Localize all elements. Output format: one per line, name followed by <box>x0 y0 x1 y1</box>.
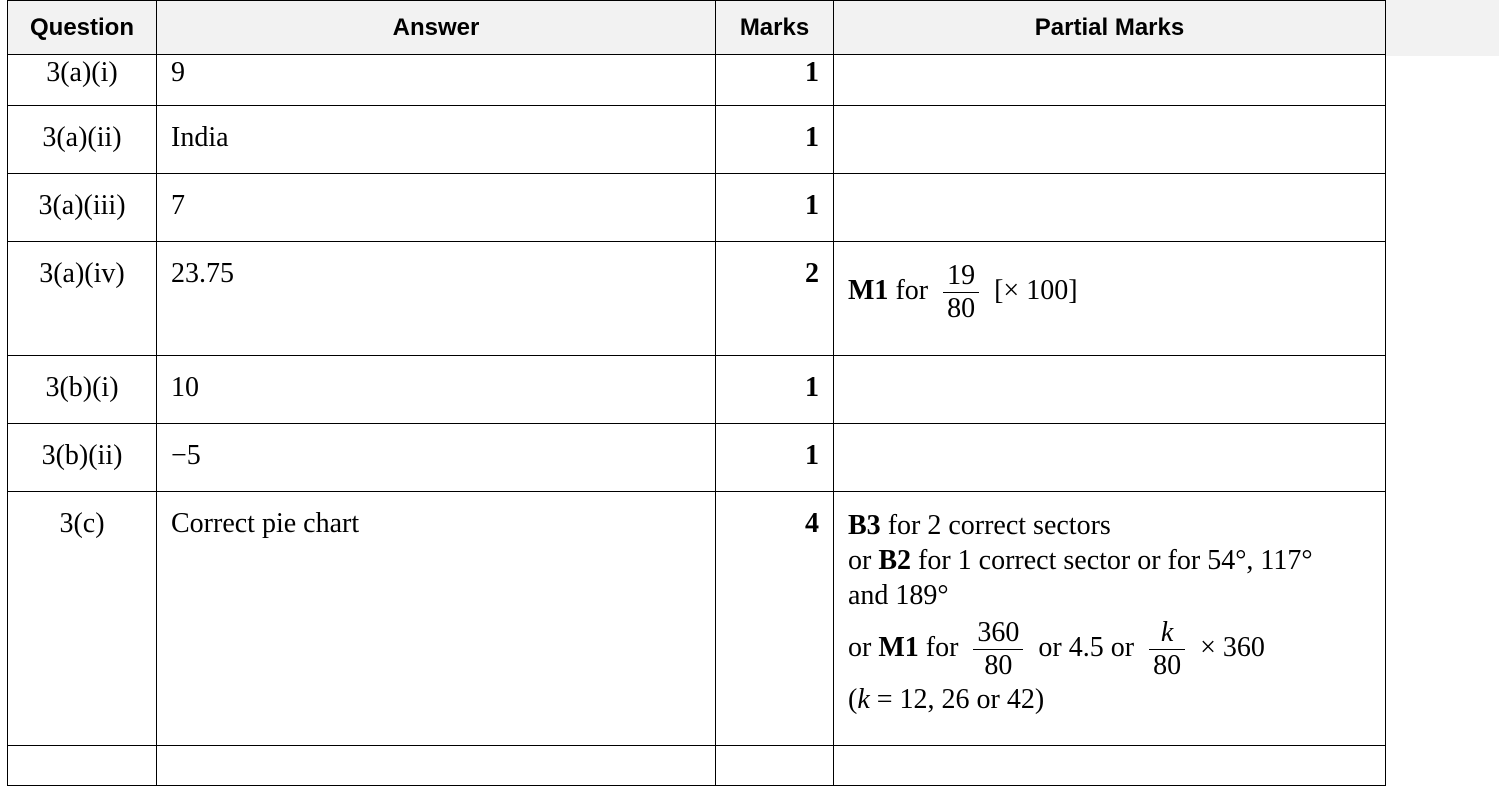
partial-line <box>848 543 1385 578</box>
fraction-numerator: 19 <box>943 260 979 293</box>
fraction-numerator: 360 <box>973 617 1023 650</box>
partial-text: or <box>848 631 872 663</box>
answer-cell: Correct pie chart <box>157 492 716 746</box>
marks-cell: 1 <box>716 174 834 242</box>
marks-cell: 1 <box>716 106 834 174</box>
partial-marks-cell <box>834 746 1386 786</box>
fraction-denominator: 80 <box>947 293 976 324</box>
fraction-denominator: 80 <box>1153 650 1182 681</box>
partial-marks-cell <box>834 242 1386 356</box>
question-cell: 3(b)(i) <box>8 356 157 424</box>
marks-cell: 1 <box>716 424 834 492</box>
question-cell: 3(b)(ii) <box>8 424 157 492</box>
answer-cell: −5 <box>157 424 716 492</box>
answer-cell: 9 <box>157 55 716 106</box>
partial-text: for <box>925 631 959 663</box>
partial-marks-cell <box>834 356 1386 424</box>
partial-marks-cell <box>834 492 1386 746</box>
marks-cell: 1 <box>716 55 834 106</box>
partial-text: = 12, 26 or 42) <box>869 684 1045 715</box>
table-row <box>8 424 1386 492</box>
partial-text: ( <box>848 684 858 715</box>
question-cell <box>8 746 157 786</box>
question-cell: 3(c) <box>8 492 157 746</box>
answer-cell: India <box>157 106 716 174</box>
partial-text: or <box>848 545 872 576</box>
column-header-marks: Marks <box>716 1 834 55</box>
partial-marks-cell <box>834 106 1386 174</box>
column-header-partial-marks: Partial Marks <box>834 1 1386 55</box>
answer-cell <box>157 746 716 786</box>
mark-code: M1 <box>878 631 919 663</box>
question-cell: 3(a)(iv) <box>8 242 157 356</box>
answer-cell: 10 <box>157 356 716 424</box>
fraction <box>1149 617 1185 682</box>
fraction <box>973 617 1023 682</box>
fraction-denominator: 80 <box>984 650 1013 681</box>
table-row <box>8 174 1386 242</box>
table-row <box>8 106 1386 174</box>
partial-line <box>848 508 1385 543</box>
partial-line <box>848 617 1385 682</box>
table-row <box>8 242 1386 356</box>
partial-text: for <box>895 274 929 306</box>
table-row <box>8 492 1386 746</box>
header-background-strip <box>1385 0 1499 56</box>
column-header-question: Question <box>8 1 157 55</box>
table-row <box>8 746 1386 786</box>
column-header-answer: Answer <box>157 1 716 55</box>
question-cell: 3(a)(i) <box>8 55 157 106</box>
fraction <box>943 260 979 325</box>
fraction-numerator: k <box>1149 617 1185 650</box>
partial-line <box>848 682 1385 717</box>
mark-code: B2 <box>878 545 912 576</box>
partial-text: for 1 correct sector or for 54°, 117° <box>918 545 1313 576</box>
partial-line <box>848 578 1385 613</box>
partial-text: and 189° <box>848 580 949 611</box>
table-row <box>8 55 1386 106</box>
answer-cell: 23.75 <box>157 242 716 356</box>
mark-scheme-table <box>7 0 1386 786</box>
partial-text: or 4.5 or <box>1038 631 1135 663</box>
table-row <box>8 356 1386 424</box>
marks-cell: 2 <box>716 242 834 356</box>
question-cell: 3(a)(iii) <box>8 174 157 242</box>
partial-marks-cell <box>834 174 1386 242</box>
answer-cell: 7 <box>157 174 716 242</box>
mark-code: M1 <box>848 274 889 306</box>
partial-text: × 360 <box>1200 631 1265 663</box>
marks-cell: 1 <box>716 356 834 424</box>
mark-code: B3 <box>848 510 881 541</box>
header-row <box>8 1 1386 55</box>
marks-cell: 4 <box>716 492 834 746</box>
partial-marks-cell <box>834 55 1386 106</box>
variable-k: k <box>857 684 870 715</box>
partial-text: for 2 correct sectors <box>887 510 1111 541</box>
partial-text: [× 100] <box>994 274 1078 306</box>
marks-cell <box>716 746 834 786</box>
partial-marks-cell <box>834 424 1386 492</box>
question-cell: 3(a)(ii) <box>8 106 157 174</box>
